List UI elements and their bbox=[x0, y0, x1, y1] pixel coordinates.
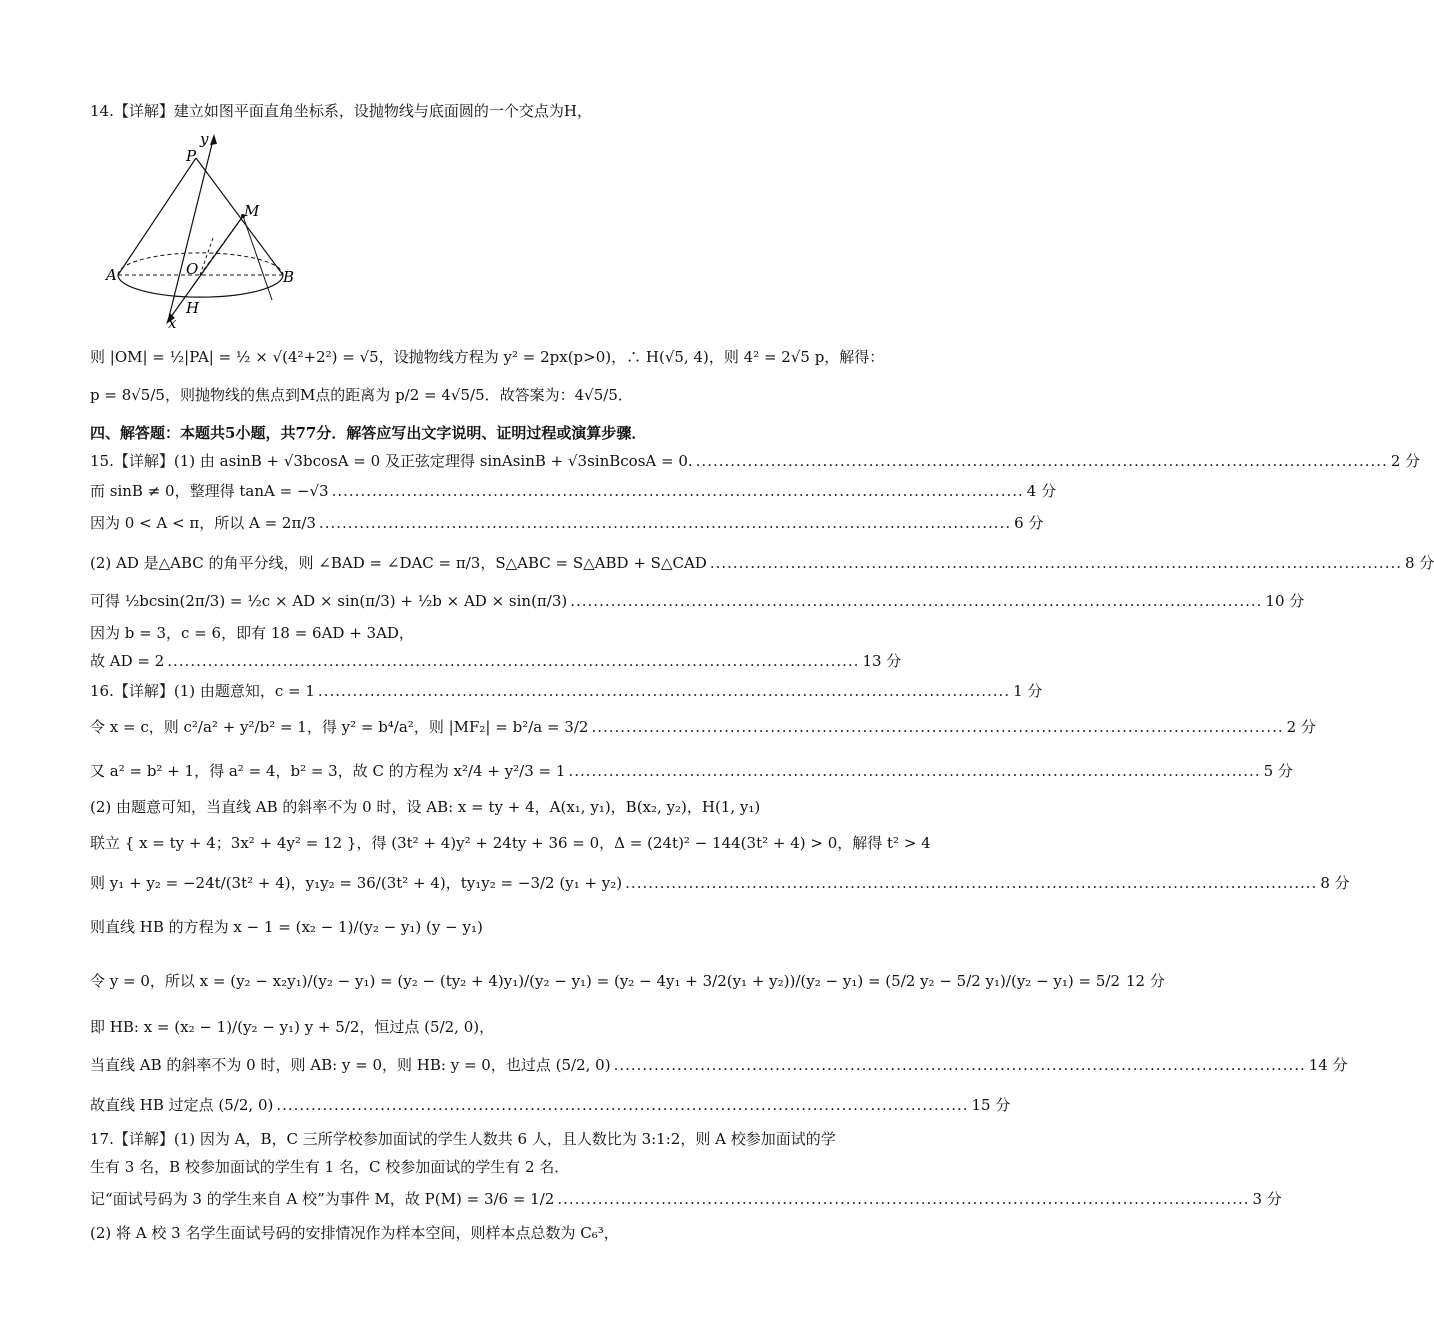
base-back bbox=[118, 253, 283, 275]
line-16-10: 当直线 AB 的斜率不为 0 时，则 AB: y = 0，则 HB: y = 0，也过点 (5/2, 0) ........................................................................................................................ 14 分 bbox=[90, 1055, 1348, 1074]
line-16-5: 联立 { x = ty + 4；3x² + 4y² = 12 }，得 (3t² + 4)y² + 24ty + 36 = 0，Δ = (24t)² − 144(3t² + 4) > 0，解得 t² > 4 bbox=[90, 834, 931, 852]
cone-figure bbox=[100, 128, 300, 333]
y-axis-arrow bbox=[210, 134, 217, 145]
label-y: y bbox=[200, 130, 209, 148]
line-15-1: 15.【详解】(1) 由 asinB + √3bcosA = 0 及正弦定理得 sinAsinB + √3sinBcosA = 0. ........................................................................................................................ 2 分 bbox=[90, 451, 1421, 470]
line-16-3: 又 a² = b² + 1，得 a² = 4，b² = 3，故 C 的方程为 x²/4 + y²/3 = 1 ........................................................................................................................ 5 分 bbox=[90, 761, 1293, 780]
line-15-2: 而 sinB ≠ 0，整理得 tanA = −√3 ........................................................................................................................ 4 分 bbox=[90, 481, 1057, 500]
line-15-4: (2) AD 是△ABC 的角平分线，则 ∠BAD = ∠DAC = π/3，S△ABC = S△ABD + S△CAD ........................................................................................................................ 8 分 bbox=[90, 553, 1434, 572]
line-17-2: 生有 3 名，B 校参加面试的学生有 1 名，C 校参加面试的学生有 2 名． bbox=[90, 1158, 570, 1176]
label-h: H bbox=[186, 299, 200, 317]
line-o-up bbox=[200, 238, 213, 275]
line-16-7: 则直线 HB 的方程为 x − 1 = (x₂ − 1)/(y₂ − y₁) (y − y₁) bbox=[90, 918, 483, 936]
line-16-6: 则 y₁ + y₂ = −24t/(3t² + 4)，y₁y₂ = 36/(3t² + 4)，ty₁y₂ = −3/2 (y₁ + y₂) ........................................................................................................................ 8 分 bbox=[90, 873, 1350, 892]
line-15-5: 可得 ½bcsin(2π/3) = ½c × AD × sin(π/3) + ½b × AD × sin(π/3) ........................................................................................................................ 10 分 bbox=[90, 591, 1305, 610]
line-17-4: (2) 将 A 校 3 名学生面试号码的安排情况作为样本空间，则样本点总数为 C₆³， bbox=[90, 1224, 619, 1242]
line-17-1: 17.【详解】(1) 因为 A，B，C 三所学校参加面试的学生人数共 6 人，且人数比为 3:1:2，则 A 校参加面试的学 bbox=[90, 1130, 836, 1148]
line-14-answer: p = 8√5/5，则抛物线的焦点到M点的距离为 p/2 = 4√5/5．故答案为：4√5/5． bbox=[90, 386, 633, 404]
line-15-7: 故 AD = 2 ........................................................................................................................ 13 分 bbox=[90, 651, 902, 670]
line-16-11: 故直线 HB 过定点 (5/2, 0) ........................................................................................................................ 15 分 bbox=[90, 1095, 1011, 1114]
label-a: A bbox=[106, 266, 117, 284]
line-m-right bbox=[243, 216, 272, 300]
line-16-4: (2) 由题意可知，当直线 AB 的斜率不为 0 时，设 AB: x = ty + 4，A(x₁, y₁)，B(x₂, y₂)，H(1, y₁) bbox=[90, 798, 761, 816]
line-14-om: 则 |OM| = ½|PA| = ½ × √(4²+2²) = √5，设抛物线方程为 y² = 2px(p>0)，∴ H(√5, 4)，则 4² = 2√5 p，解得： bbox=[90, 348, 885, 366]
line-16-9: 即 HB: x = (x₂ − 1)/(y₂ − y₁) y + 5/2，恒过点 (5/2, 0)， bbox=[90, 1018, 495, 1036]
line-15-6: 因为 b = 3，c = 6，即有 18 = 6AD + 3AD， bbox=[90, 624, 414, 642]
cone-edge-right bbox=[196, 158, 283, 275]
label-o: O bbox=[186, 260, 199, 278]
line-16-1: 16.【详解】(1) 由题意知，c = 1 ........................................................................................................................ 1 分 bbox=[90, 681, 1043, 700]
label-x: x bbox=[168, 314, 177, 332]
line-14-intro: 14.【详解】建立如图平面直角坐标系，设抛物线与底面圆的一个交点为H， bbox=[90, 102, 592, 120]
line-16-2: 令 x = c，则 c²/a² + y²/b² = 1，得 y² = b⁴/a²，则 |MF₂| = b²/a = 3/2 ........................................................................................................................ 2 分 bbox=[90, 717, 1316, 736]
line-16-8: 令 y = 0，所以 x = (y₂ − x₂y₁)/(y₂ − y₁) = (y₂ − (ty₂ + 4)y₁)/(y₂ − y₁) = (y₂ − 4y₁ + 3/2(y₁ + y₂))/(y₂ − y₁) = (5/2 y₂ − 5/2 y₁)/(y₂ − y₁) = 5/2 12 分 bbox=[90, 972, 1165, 990]
section-heading: 四、解答题：本题共5小题，共77分．解答应写出文字说明、证明过程或演算步骤． bbox=[90, 424, 647, 442]
base-front bbox=[118, 275, 283, 297]
label-b: B bbox=[283, 268, 295, 286]
label-m: M bbox=[244, 202, 260, 220]
label-p: P bbox=[186, 147, 197, 165]
line-17-3: 记“面试号码为 3 的学生来自 A 校”为事件 M，故 P(M) = 3/6 = 1/2 ........................................................................................................................ 3 分 bbox=[90, 1189, 1282, 1208]
line-15-3: 因为 0 < A < π，所以 A = 2π/3 ........................................................................................................................ 6 分 bbox=[90, 513, 1044, 532]
